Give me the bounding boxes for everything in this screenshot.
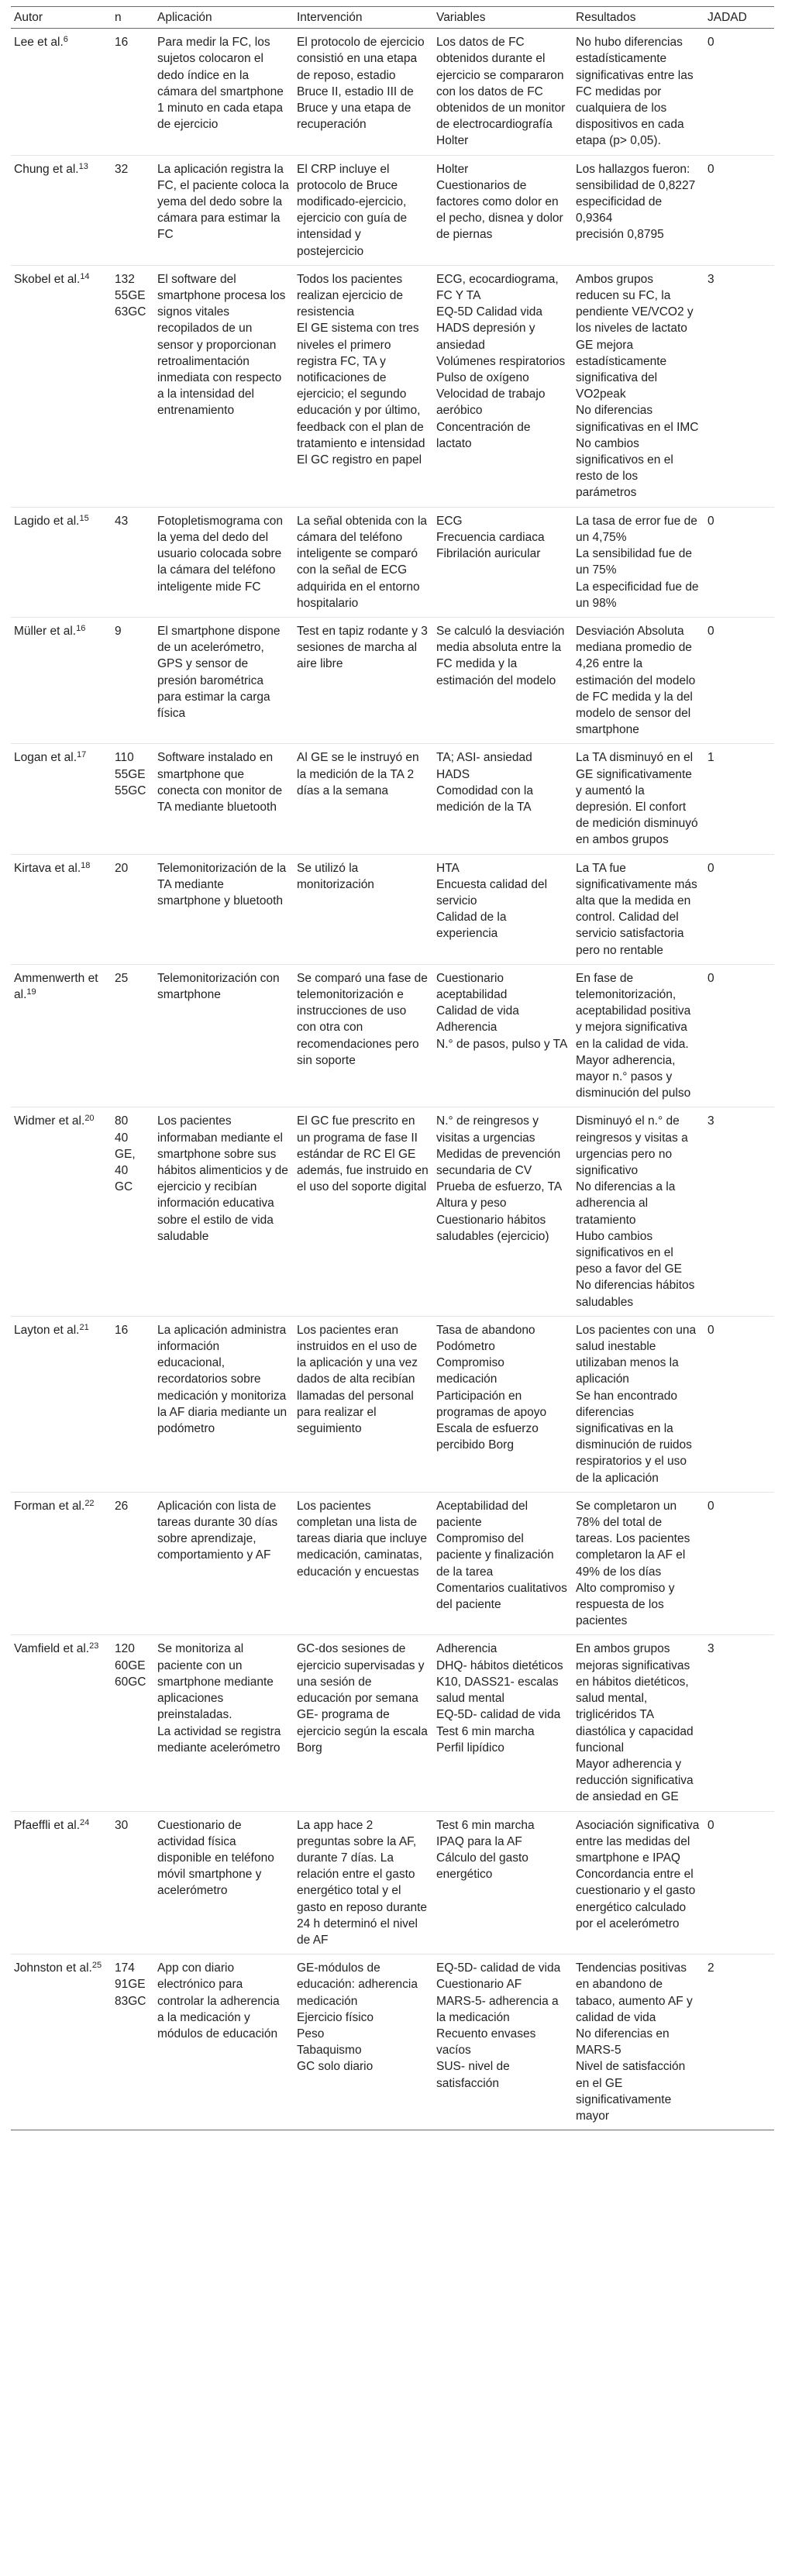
resultados-line: Hubo cambios significativos en el peso a favor del GE [576,1229,682,1276]
variables-line: Comodidad con la medición de la TA [436,783,533,814]
cell-aplicacion [154,1811,294,1954]
variables-line: Compromiso medicación [436,1356,504,1386]
variables-line: Calidad de la experiencia [436,911,507,941]
n-line: 91GE [115,1978,146,1992]
cell-intervencion [294,265,433,507]
cell-intervencion [294,29,433,155]
variables-line: Pulso de oxígeno [436,371,529,385]
variables-line: EQ-5D- calidad de vida [436,1708,561,1722]
variables-line: Los datos de FC obtenidos durante el ejercicio se compararon con los datos de FC obtenidos de un monitor de electrocardiografía Holter [436,36,566,148]
cell-autor [11,1811,112,1954]
reference-number: 13 [78,161,88,171]
resultados-line: No cambios significativos en el resto de los parámetros [576,436,673,500]
intervencion-line: Los pacientes completan una lista de tareas diaria que incluye medicación, caminatas, educación y encuestas [297,1499,428,1579]
cell-variables [433,1635,573,1811]
reference-number: 6 [63,35,68,45]
aplicacion-line: Cuestionario de actividad física disponible en teléfono móvil smartphone y acelerómetro [157,1818,274,1898]
table-header-row [11,7,774,29]
intervencion-line: El CRP incluye el protocolo de Bruce modificado-ejercicio, ejercicio con guía de intensidad y postejercicio [297,162,408,258]
variables-line: HTA [436,861,460,875]
cell-resultados [573,964,704,1107]
cell-aplicacion [154,1316,294,1492]
n-line: 55GE [115,289,146,303]
variables-line: Cuestionario hábitos saludables (ejercicio) [436,1213,549,1243]
cell-autor [11,265,112,507]
resultados-line: No hubo diferencias estadísticamente significativas entre las FC medidas por cualquiera de los dispositivos en cada etapa (p> 0,05). [576,36,694,148]
cell-autor [11,155,112,265]
author-name: Widmer et al. [14,1114,85,1128]
resultados-line: La sensibilidad fue de un 75% [576,547,692,577]
resultados-line: La especificidad fue de un 98% [576,580,699,610]
reference-number: 24 [80,1817,90,1827]
author-name: Pfaeffli et al. [14,1818,81,1832]
intervencion-line: Test en tapiz rodante y 3 sesiones de marcha al aire libre [297,624,428,671]
table-row [11,854,774,964]
variables-line: N.° de pasos, pulso y TA [436,1037,568,1051]
cell-aplicacion [154,1107,294,1316]
table-row [11,744,774,854]
cell-intervencion [294,1811,433,1954]
cell-jadad: 0 [704,1316,774,1492]
reference-number: 20 [84,1114,95,1124]
cell-aplicacion [154,617,294,743]
cell-jadad: 0 [704,155,774,265]
header-aplicacion: Aplicación [154,7,294,29]
table-row [11,964,774,1107]
n-line: 26 [115,1499,129,1513]
cell-variables [433,964,573,1107]
cell-jadad: 3 [704,265,774,507]
cell-n [112,507,154,617]
intervencion-line: Al GE se le instruyó en la medición de la TA 2 días a la semana [297,751,419,797]
resultados-line: Mayor adherencia, mayor n.° pasos y disminución del pulso [576,1053,691,1100]
cell-autor [11,1492,112,1635]
variables-line: Holter [436,162,469,176]
variables-line: Comentarios cualitativos del paciente [436,1581,567,1612]
cell-jadad: 0 [704,617,774,743]
n-line: 80 [115,1114,129,1128]
cell-variables [433,1492,573,1635]
intervencion-line: El GE sistema con tres niveles el primero registra FC, TA y notificaciones de ejercicio; el segundo educación y por último, feedback con el plan de tratamiento e intensidad [297,322,425,450]
variables-line: Calidad de vida [436,1004,519,1018]
cell-jadad: 0 [704,1492,774,1635]
n-line: 20 [115,861,129,875]
intervencion-line: Los pacientes eran instruidos en el uso de la aplicación y una vez dados de alta recibían llamadas del personal para realizar el seguimiento [297,1323,418,1436]
cell-autor [11,1316,112,1492]
cell-resultados [573,854,704,964]
reference-number: 15 [79,513,89,523]
cell-n [112,854,154,964]
author-name: Forman et al. [14,1499,85,1513]
variables-line: HADS depresión y ansiedad [436,322,535,352]
cell-intervencion [294,155,433,265]
resultados-line: especificidad de 0,9364 [576,195,663,226]
cell-autor [11,29,112,155]
cell-aplicacion [154,1492,294,1635]
n-line: 63GC [115,305,146,319]
cell-n [112,265,154,507]
header-intervencion: Intervención [294,7,433,29]
cell-jadad: 0 [704,29,774,155]
cell-resultados [573,1811,704,1954]
resultados-line: Disminuyó el n.° de reingresos y visitas a urgencias pero no significativo [576,1114,688,1177]
cell-intervencion [294,744,433,854]
cell-autor [11,1107,112,1316]
intervencion-line: El protocolo de ejercicio consistió en una etapa de reposo, estadio Bruce II, estadio III de Bruce y una etapa de recuperación [297,36,425,132]
n-line: 40 [115,1131,129,1145]
n-line: 55GC [115,783,146,797]
intervencion-line: Se comparó una fase de telemonitorización e instrucciones de uso con otra con recomendaciones pero sin soporte [297,971,428,1067]
variables-line: SUS- nivel de satisfacción [436,2060,510,2090]
cell-autor [11,507,112,617]
aplicacion-line: Fotopletismograma con la yema del dedo del usuario colocada sobre la cámara del teléfono inteligente mide FC [157,514,283,594]
cell-aplicacion [154,265,294,507]
table-row [11,1811,774,1954]
intervencion-line: El GC fue prescrito en un programa de fase II estándar de RC El GE además, fue instruido en el uso del soporte digital [297,1114,429,1194]
resultados-line: No diferencias hábitos saludables [576,1279,695,1309]
table-row [11,29,774,155]
cell-intervencion [294,1635,433,1811]
cell-resultados [573,265,704,507]
author-name: Johnston et al. [14,1961,92,1975]
aplicacion-line: La aplicación administra información educacional, recordatorios sobre medicación y monitoriza la AF diaria mediante un podómetro [157,1323,287,1436]
variables-line: Cuestionario aceptabilidad [436,971,508,1001]
header-jadad: JADAD [704,7,774,29]
intervencion-line: GC solo diario [297,2060,374,2074]
variables-line: Altura y peso [436,1197,507,1211]
header-autor: Autor [11,7,112,29]
variables-line: Compromiso del paciente y finalización de la tarea [436,1532,554,1579]
intervencion-line: GC-dos sesiones de ejercicio supervisadas y una sesión de educación por semana [297,1642,425,1706]
cell-aplicacion [154,964,294,1107]
resultados-line: Se completaron un 78% del total de tareas. Los pacientes completaron la AF el 49% de los días [576,1499,690,1579]
n-line: 60GC [115,1675,146,1689]
header-variables: Variables [433,7,573,29]
author-name: Logan et al. [14,751,77,765]
cell-intervencion [294,617,433,743]
cell-variables [433,29,573,155]
resultados-line: Desviación Absoluta mediana promedio de 4,26 entre la estimación del modelo de FC medida y la del modelo de sensor del smartphone [576,624,696,737]
cell-aplicacion [154,1954,294,2130]
cell-variables [433,265,573,507]
author-name: Vamfield et al. [14,1642,90,1656]
table-body [11,29,774,2130]
n-line: 25 [115,971,129,985]
cell-intervencion [294,507,433,617]
table-row [11,1635,774,1811]
resultados-line: Ambos grupos reducen su FC, la pendiente VE/VCO2 y los niveles de lactato [576,272,694,336]
resultados-line: GE mejora estadísticamente significativa del VO2peak [576,338,667,401]
reference-number: 18 [81,860,91,870]
cell-variables [433,1954,573,2130]
n-line: 120 [115,1642,135,1656]
cell-variables [433,854,573,964]
cell-aplicacion [154,507,294,617]
cell-intervencion [294,1954,433,2130]
resultados-line: Se han encontrado diferencias significativas en la disminución de ruidos respiratorios y el uso de la aplicación [576,1389,692,1485]
table-row [11,1107,774,1316]
resultados-line: La TA disminuyó en el GE significativamente y aumentó la depresión. El confort de medición disminuyó en ambos grupos [576,751,698,847]
n-line: 110 [115,751,134,765]
cell-intervencion [294,1492,433,1635]
variables-line: Cálculo del gasto energético [436,1851,528,1882]
variables-line: EQ-5D Calidad vida [436,305,542,319]
variables-line: Encuesta calidad del servicio [436,877,548,907]
intervencion-line: GE-módulos de educación: adherencia medicación [297,1961,418,2008]
resultados-line: Los hallazgos fueron: sensibilidad de 0,8227 [576,162,696,192]
intervencion-line: GE- programa de ejercicio según la escala Borg [297,1708,428,1755]
aplicacion-line: Telemonitorización con smartphone [157,971,280,1001]
variables-line: Volúmenes respiratorios [436,354,566,368]
cell-n [112,964,154,1107]
table-row [11,617,774,743]
cell-aplicacion [154,744,294,854]
cell-n [112,1492,154,1635]
cell-autor [11,617,112,743]
resultados-line: En fase de telemonitorización, aceptabilidad positiva y mejora significativa en la calidad de vida. [576,971,691,1051]
n-line: 132 [115,272,135,286]
table-row [11,507,774,617]
resultados-line: La tasa de error fue de un 4,75% [576,514,697,544]
author-name: Lagido et al. [14,514,80,528]
cell-variables [433,617,573,743]
author-name: Lee et al. [14,36,64,50]
cell-n [112,29,154,155]
author-name: Skobel et al. [14,272,81,286]
cell-autor [11,1635,112,1811]
variables-line: Podómetro [436,1340,495,1354]
reference-number: 14 [80,271,90,281]
resultados-line: No diferencias en MARS-5 [576,2027,670,2058]
resultados-line: No diferencias a la adherencia al tratamiento [576,1180,676,1227]
author-name: Chung et al. [14,162,79,176]
reference-number: 25 [91,1961,102,1971]
variables-line: Participación en programas de apoyo [436,1389,547,1419]
variables-line: Prueba de esfuerzo, TA [436,1180,563,1194]
cell-resultados [573,1492,704,1635]
cell-intervencion [294,964,433,1107]
author-name: Kirtava et al. [14,861,81,875]
cell-jadad: 2 [704,1954,774,2130]
variables-line: DHQ- hábitos dietéticos [436,1658,563,1672]
aplicacion-line: Para medir la FC, los sujetos colocaron el dedo índice en la cámara del smartphone 1 minuto en cada etapa de ejercicio [157,36,284,132]
cell-resultados [573,1107,704,1316]
variables-line: Test 6 min marcha [436,1724,535,1738]
cell-autor [11,1954,112,2130]
cell-resultados [573,1316,704,1492]
table-row [11,1954,774,2130]
reference-number: 22 [84,1498,95,1508]
cell-jadad: 3 [704,1635,774,1811]
variables-line: HADS [436,767,470,781]
variables-line: Fibrilación auricular [436,547,541,561]
resultados-line: Los pacientes con una salud inestable utilizaban menos la aplicación [576,1323,697,1386]
reference-number: 17 [77,750,87,760]
variables-line: Adherencia [436,1642,498,1656]
variables-line: Recuento envases vacíos [436,2027,536,2058]
table-row [11,1492,774,1635]
reference-number: 23 [89,1641,99,1651]
cell-aplicacion [154,854,294,964]
table-row [11,155,774,265]
aplicacion-line: Software instalado en smartphone que conecta con monitor de TA mediante bluetooth [157,751,283,814]
intervencion-line: Peso [297,2027,325,2040]
aplicacion-line: App con diario electrónico para controlar la adherencia a la medicación y módulos de educación [157,1961,280,2040]
n-line: GE, [115,1147,136,1161]
n-line: GC [115,1180,133,1194]
cell-n [112,1635,154,1811]
n-line: 174 [115,1961,135,1975]
resultados-line: Concordancia entre el cuestionario y el gasto energético calculado por el acelerómetro [576,1868,696,1930]
cell-aplicacion [154,1635,294,1811]
variables-line: Test 6 min marcha [436,1818,535,1832]
resultados-line: Tendencias positivas en abandono de tabaco, aumento AF y calidad de vida [576,1961,693,2024]
intervencion-line: Ejercicio físico [297,2010,374,2024]
variables-line: Velocidad de trabajo aeróbico [436,387,546,418]
intervencion-line: El GC registro en papel [297,453,422,467]
n-line: 16 [115,36,129,50]
cell-intervencion [294,854,433,964]
resultados-line: En ambos grupos mejoras significativas en hábitos dietéticos, salud mental, triglicéridos TA diastólica y capacidad funcional [576,1642,694,1755]
cell-intervencion [294,1316,433,1492]
cell-resultados [573,1635,704,1811]
cell-n [112,617,154,743]
cell-autor [11,744,112,854]
cell-n [112,155,154,265]
resultados-line: Alto compromiso y respuesta de los pacientes [576,1581,675,1628]
intervencion-line: La app hace 2 preguntas sobre la AF, durante 7 días. La relación entre el gasto energético total y el gasto en reposo durante 24 h determinó el nivel de AF [297,1818,428,1947]
cell-jadad: 1 [704,744,774,854]
cell-variables [433,744,573,854]
aplicacion-line: La actividad se registra mediante acelerómetro [157,1724,281,1755]
intervencion-line: Todos los pacientes realizan ejercicio de resistencia [297,272,403,319]
cell-aplicacion [154,29,294,155]
author-name: Müller et al. [14,624,77,638]
author-name: Ammenwerth et al. [14,971,98,1001]
n-line: 40 [115,1164,129,1177]
variables-line: N.° de reingresos y visitas a urgencias [436,1114,539,1145]
resultados-line: Asociación significativa entre las medidas del smartphone e IPAQ [576,1818,700,1865]
cell-variables [433,1107,573,1316]
variables-line: MARS-5- adherencia a la medicación [436,1994,559,2024]
n-line: 60GE [115,1658,146,1672]
variables-line: K10, DASS21- escalas salud mental [436,1675,559,1706]
variables-line: Medidas de prevención secundaria de CV [436,1147,561,1177]
n-line: 83GC [115,1994,146,2008]
variables-line: Frecuencia cardiaca [436,530,545,544]
resultados-line: precisión 0,8795 [576,228,664,242]
cell-jadad: 0 [704,854,774,964]
cell-resultados [573,1954,704,2130]
variables-line: Cuestionarios de factores como dolor en el pecho, disnea y dolor de piernas [436,178,563,242]
table-row [11,1316,774,1492]
author-name: Layton et al. [14,1323,80,1337]
table-row [11,265,774,507]
resultados-line: Nivel de satisfacción en el GE significativamente mayor [576,2060,686,2123]
intervencion-line: Se utilizó la monitorización [297,861,374,891]
cell-n [112,1811,154,1954]
header-n: n [112,7,154,29]
cell-n [112,1954,154,2130]
cell-resultados [573,155,704,265]
cell-aplicacion [154,155,294,265]
cell-variables [433,155,573,265]
cell-n [112,1316,154,1492]
reference-number: 19 [26,987,36,997]
aplicacion-line: El smartphone dispone de un acelerómetro, GPS y sensor de presión barométrica para estimar la carga física [157,624,281,720]
n-line: 32 [115,162,129,176]
cell-n [112,1107,154,1316]
resultados-line: La TA fue significativamente más alta que la medida en control. Calidad del servicio satisfactoria pero no rentable [576,861,697,957]
reference-number: 16 [76,623,86,633]
n-line: 55GE [115,767,146,781]
cell-variables [433,1811,573,1954]
aplicacion-line: Telemonitorización de la TA mediante smartphone y bluetooth [157,861,287,907]
variables-line: Perfil lipídico [436,1741,504,1755]
variables-line: Se calculó la desviación media absoluta entre la FC medida y la estimación del modelo [436,624,565,687]
variables-line: IPAQ para la AF [436,1834,522,1848]
n-line: 30 [115,1818,129,1832]
resultados-line: No diferencias significativas en el IMC [576,404,699,434]
variables-line: Adherencia [436,1021,498,1035]
variables-line: Aceptabilidad del paciente [436,1499,528,1530]
variables-line: Cuestionario AF [436,1978,522,1992]
resultados-line: Mayor adherencia y reducción significativa de ansiedad en GE [576,1757,694,1804]
aplicacion-line: La aplicación registra la FC, el paciente coloca la yema del dedo sobre la cámara para estimar la FC [157,162,289,242]
aplicacion-line: Se monitoriza al paciente con un smartphone mediante aplicaciones preinstaladas. [157,1642,274,1722]
variables-line: ECG [436,514,463,528]
studies-table-container [11,6,774,2130]
variables-line: EQ-5D- calidad de vida [436,1961,561,1975]
variables-line: ECG, ecocardiograma, FC Y TA [436,272,559,303]
cell-variables [433,1316,573,1492]
header-resultados: Resultados [573,7,704,29]
cell-jadad: 0 [704,507,774,617]
cell-resultados [573,617,704,743]
variables-line: Concentración de lactato [436,420,531,450]
cell-autor [11,854,112,964]
variables-line: Tasa de abandono [436,1323,535,1337]
variables-line: TA; ASI- ansiedad [436,751,532,765]
cell-jadad: 0 [704,1811,774,1954]
cell-resultados [573,29,704,155]
n-line: 16 [115,1323,129,1337]
cell-resultados [573,744,704,854]
variables-line: Escala de esfuerzo percibido Borg [436,1422,539,1452]
n-line: 43 [115,514,129,528]
cell-jadad: 0 [704,964,774,1107]
cell-jadad: 3 [704,1107,774,1316]
studies-table [11,6,774,2130]
intervencion-line: Tabaquismo [297,2044,362,2058]
n-line: 9 [115,624,122,638]
intervencion-line: La señal obtenida con la cámara del teléfono inteligente se comparó con la señal de ECG adquirida en el entorno hospitalario [297,514,428,610]
cell-variables [433,507,573,617]
cell-intervencion [294,1107,433,1316]
cell-resultados [573,507,704,617]
aplicacion-line: Aplicación con lista de tareas durante 30 días sobre aprendizaje, comportamiento y AF [157,1499,278,1562]
cell-autor [11,964,112,1107]
cell-n [112,744,154,854]
reference-number: 21 [79,1322,89,1332]
aplicacion-line: El software del smartphone procesa los signos vitales recopilados de un sensor y proporcionan retroalimentación inmediata con respecto a la intensidad del entrenamiento [157,272,286,418]
aplicacion-line: Los pacientes informaban mediante el smartphone sobre sus hábitos alimenticios y de ejercicio y recibían información educativa sobre el estilo de vida saludable [157,1114,288,1243]
